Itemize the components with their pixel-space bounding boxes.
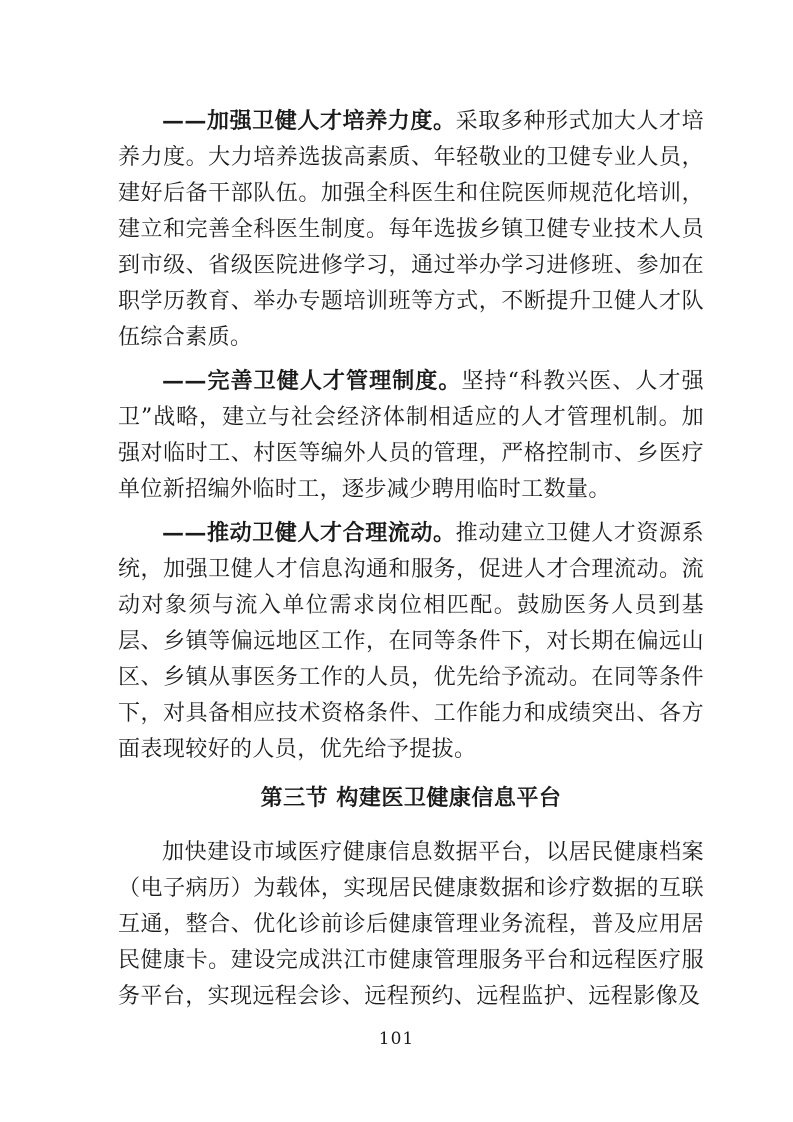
document-body (118, 103, 704, 1015)
paragraph-body: 采取多种形式加大人才培养力度。大力培养选拔高素质、年轻敬业的卫健专业人员，建好后备干部队伍。加强全科医生和住院医师规范化培训，建立和完善全科医生制度。每年选拔乡镇卫健专业技术人员到市级、省级医院进修学习，通过举办学习进修班、参加在职学历教育、举办专题培训班等方式，不断提升卫健人才队伍综合素质。 (118, 109, 705, 350)
paragraph-body: 推动建立卫健人才资源系统，加强卫健人才信息沟通和服务，促进人才合理流动。流动对象须与流入单位需求岗位相匹配。鼓励医务人员到基层、乡镇等偏远地区工作，在同等条件下，对长期在偏远山区、乡镇从事医务工作的人员，优先给予流动。在同等条件下，对具备相应技术资格条件、工作能力和成绩突出、各方面表现较好的人员，优先给予提拔。 (118, 521, 705, 762)
paragraph (118, 515, 704, 768)
paragraph-body: 加快建设市域医疗健康信息数据平台，以居民健康档案（电子病历）为载体，实现居民健康数据和诊疗数据的互联互通，整合、优化诊前诊后健康管理业务流程，普及应用居民健康卡。建设完成洪江市健康管理服务平台和远程医疗服务平台，实现远程会诊、远程预约、远程监护、远程影像及 (118, 840, 704, 1009)
page-number: 101 (378, 1029, 415, 1049)
paragraph-lead: ——完善卫健人才管理制度。 (162, 368, 462, 394)
paragraph (118, 363, 704, 508)
section-heading: 第三节 构建医卫健康信息平台 (260, 785, 562, 811)
paragraph (118, 835, 704, 1015)
paragraph-lead: ——加强卫健人才培养力度。 (162, 108, 456, 134)
paragraph-lead: ——推动卫健人才合理流动。 (162, 520, 456, 546)
paragraph (118, 103, 704, 356)
paragraph-body: 坚持“科教兴医、人才强卫”战略，建立与社会经济体制相适应的人才管理机制。加强对临时工、村医等编外人员的管理，严格控制市、乡医疗单位新招编外临时工，逐步减少聘用临时工数量。 (118, 369, 704, 502)
